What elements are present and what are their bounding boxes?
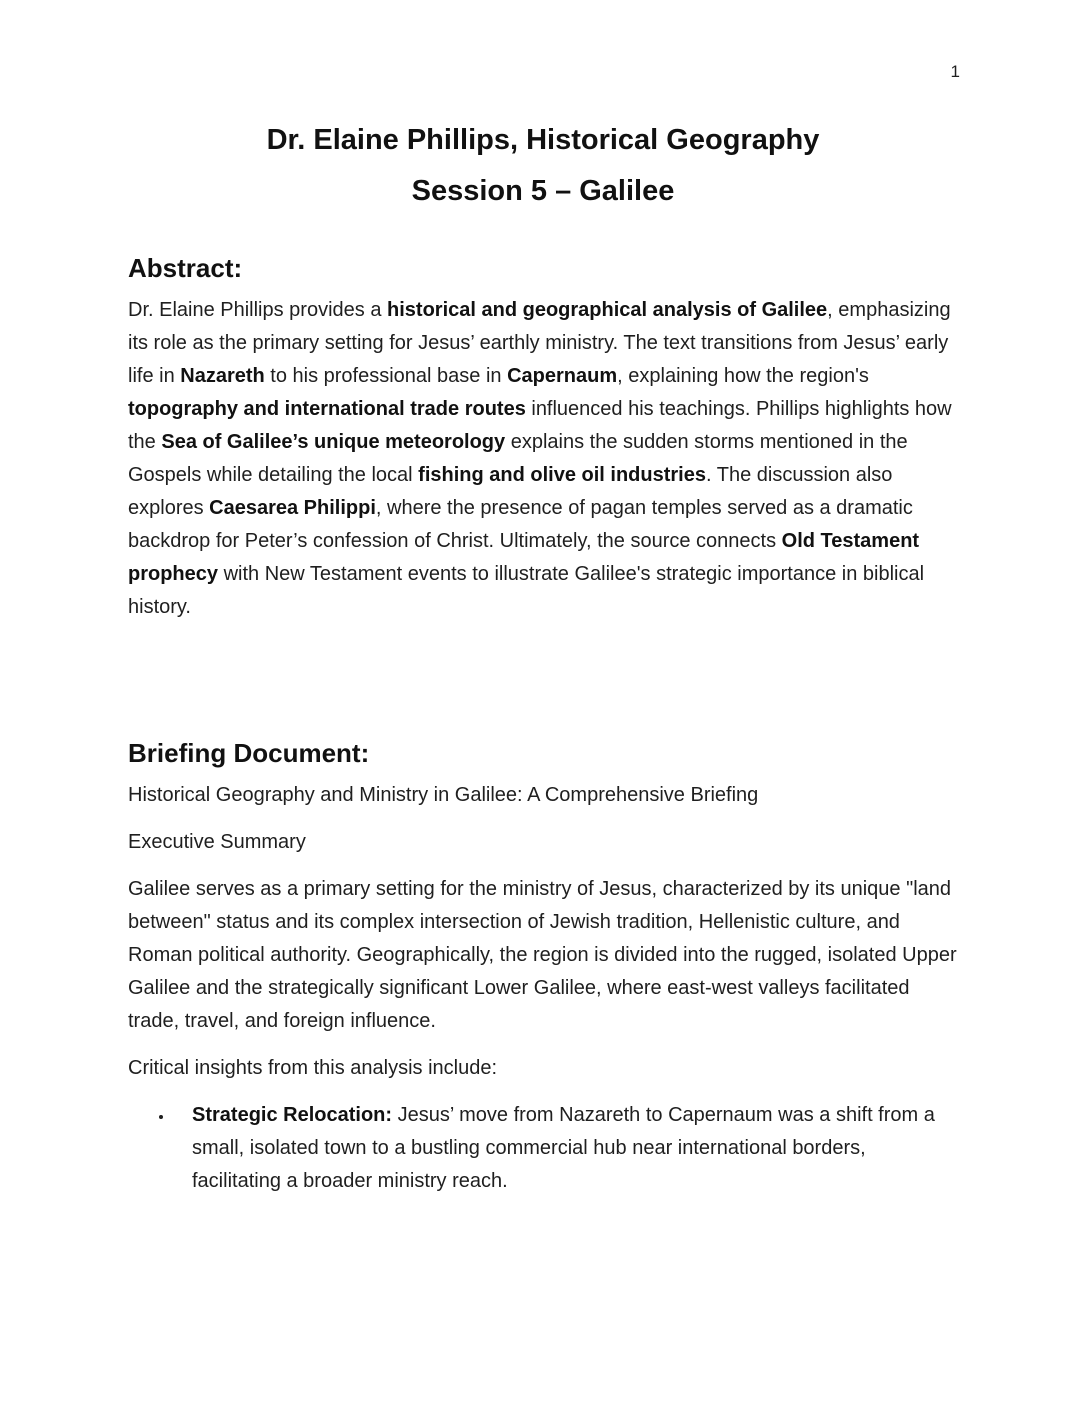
title-line-1: Dr. Elaine Phillips, Historical Geography	[266, 124, 820, 156]
page-number: 1	[950, 62, 960, 81]
list-item-strategic-relocation: • Strategic Relocation: Jesus’ move from Nazareth to Capernaum was a shift from a small, isolated town to a bustling commercial hub near international borders, facilitating a broader ministry reach.	[174, 1099, 958, 1198]
abstract-paragraph: Dr. Elaine Phillips provides a historical and geographical analysis of Galilee, emphasizing its role as the primary setting for Jesus’ earthly ministry. The text transitions from Jesus’ early life in Nazareth to his professional base in Capernaum, explaining how the region's topography and international trade routes influenced his teachings. Phillips highlights how the Sea of Galilee’s unique meteorology explains the sudden storms mentioned in the Gospels while detailing the local fishing and olive oil industries. The discussion also explores Caesarea Philippi, where the presence of pagan temples served as a dramatic backdrop for Peter’s confession of Christ. Ultimately, the source connects Old Testament prophecy with New Testament events to illustrate Galilee's strategic importance in biblical history.	[128, 299, 952, 618]
insights-intro: Critical insights from this analysis include:	[128, 1057, 498, 1079]
document-title	[128, 115, 958, 217]
title-line-2: Session 5 – Galilee	[411, 175, 675, 207]
insights-list	[128, 1099, 958, 1198]
abstract-heading: Abstract:	[128, 253, 243, 283]
briefing-summary-paragraph: Galilee serves as a primary setting for the ministry of Jesus, characterized by its unique "land between" status and its complex intersection of Jewish tradition, Hellenistic culture, and Roman political authority. Geographically, the region is divided into the rugged, isolated Upper Galilee and the strategically significant Lower Galilee, where east-west valleys facilitated trade, travel, and foreign influence.	[128, 878, 957, 1032]
briefing-heading: Briefing Document:	[128, 738, 370, 768]
briefing-subtitle: Historical Geography and Ministry in Galilee: A Comprehensive Briefing	[128, 784, 759, 806]
executive-summary-label: Executive Summary	[128, 831, 306, 853]
